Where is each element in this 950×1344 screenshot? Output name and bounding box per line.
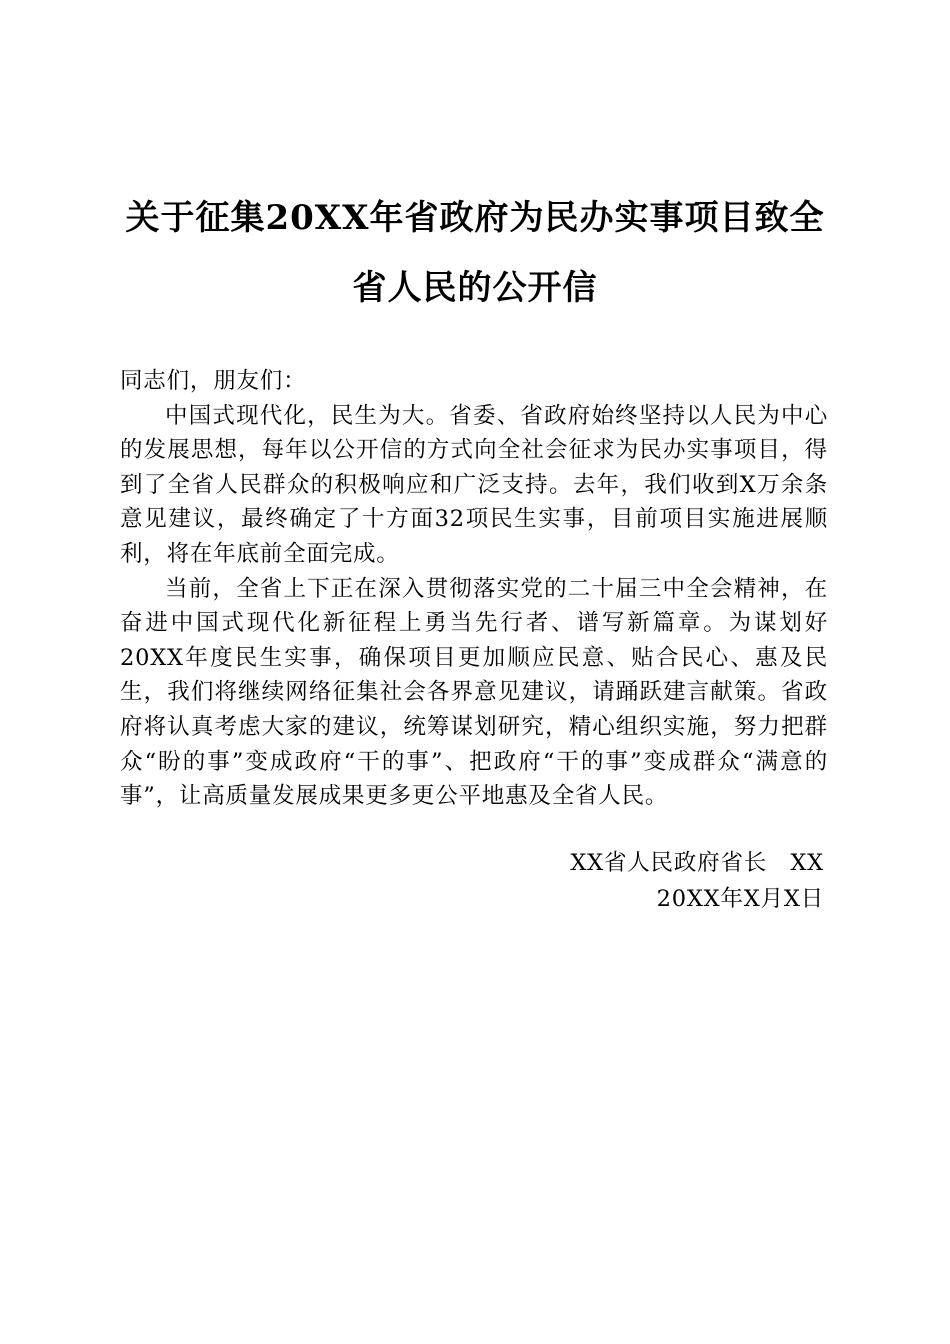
title-line-1: 关于征集20XX年省政府为民办实事项目致全	[125, 198, 825, 238]
signature: XX省人民政府省长 XX	[570, 850, 824, 876]
paragraph-2: 当前，全省上下正在深入贯彻落实党的二十届三中全会精神，在奋进中国式现代化新征程上勇当先行者、谱写新篇章。为谋划好20XX年度民生实事，确保项目更加顺应民意、贴合民心、惠及民生，我们将继续网络征集社会各界意见建议，请踊跃建言献策。省政府将认真考虑大家的建议，统筹谋划研究，精心组织实施，努力把群众“盼的事”变成政府“干的事”、把政府“干的事”变成群众“满意的事”，让高质量发展成果更多更公平地惠及全省人民。	[120, 575, 828, 810]
letter-body	[120, 364, 828, 814]
paragraph-1: 中国式现代化，民生为大。省委、省政府始终坚持以人民为中心的发展思想，每年以公开信的方式向全社会征求为民办实事项目，得到了全省人民群众的积极响应和广泛支持。去年，我们收到X万余条意见建议，最终确定了十方面32项民生实事，目前项目实施进展顺利，将在年底前全面完成。	[120, 402, 828, 567]
salutation: 同志们，朋友们：	[120, 368, 307, 394]
title-line-2: 省人民的公开信	[352, 268, 598, 308]
date: 20XX年X月X日	[656, 886, 824, 912]
